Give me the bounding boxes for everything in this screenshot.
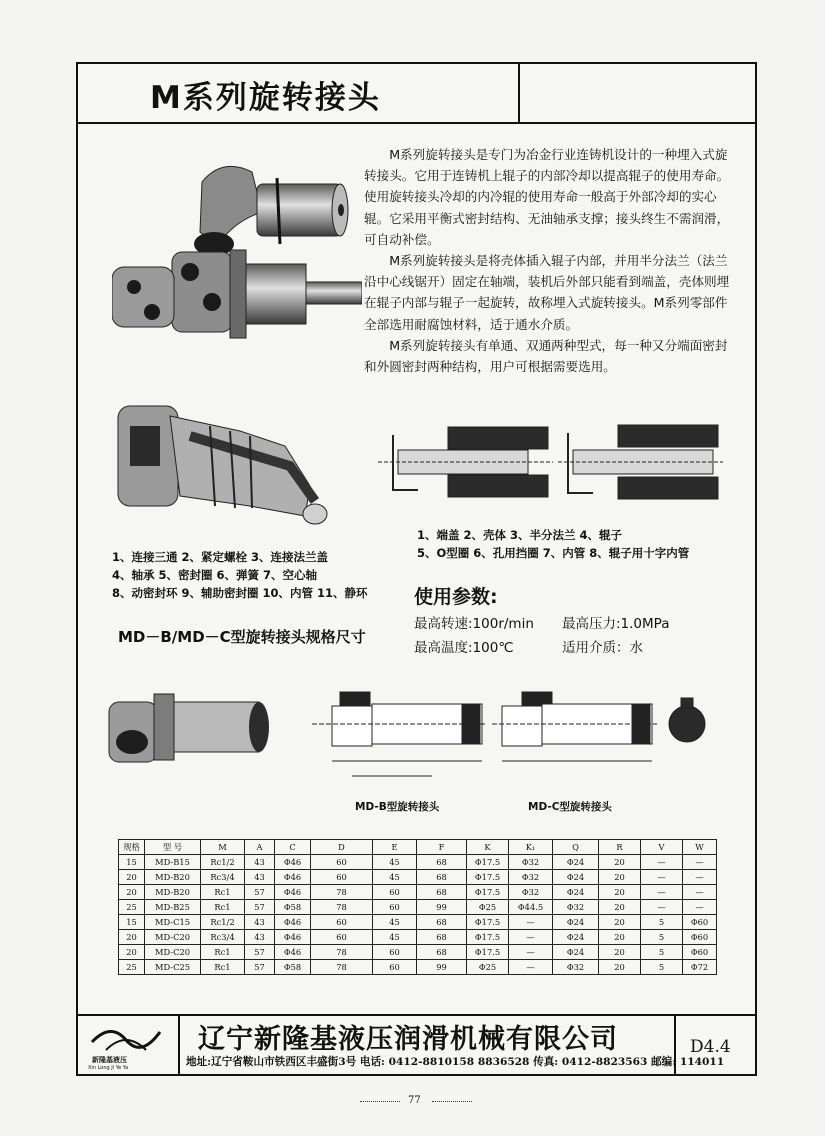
- table-cell: 78: [311, 960, 373, 975]
- table-cell: 68: [417, 930, 467, 945]
- table-cell: 60: [311, 870, 373, 885]
- table-cell: 25: [119, 900, 145, 915]
- table-cell: —: [641, 855, 683, 870]
- product-photo-top: [112, 152, 362, 352]
- col-header: 型 号: [145, 840, 201, 855]
- logo-text: 新隆基液压: [92, 1056, 127, 1064]
- table-cell: Φ17.5: [467, 915, 509, 930]
- table-cell: Φ60: [683, 915, 717, 930]
- header-divider: [76, 122, 757, 124]
- dotted-rule: [360, 1101, 400, 1102]
- table-cell: 5: [641, 915, 683, 930]
- right-parts-list: [417, 526, 689, 562]
- table-cell: 60: [373, 885, 417, 900]
- table-cell: 20: [599, 930, 641, 945]
- parts-line: 1、端盖 2、壳体 3、半分法兰 4、辊子: [417, 528, 623, 542]
- param-pressure: 最高压力:1.0MPa: [562, 616, 670, 632]
- table-cell: Φ17.5: [467, 885, 509, 900]
- parts-line: 5、O型圈 6、孔用挡圈 7、内管 8、辊子用十字内管: [417, 546, 690, 560]
- table-cell: 78: [311, 945, 373, 960]
- table-cell: —: [683, 855, 717, 870]
- page-number: 77: [408, 1095, 421, 1106]
- col-header: Q: [553, 840, 599, 855]
- col-header: F: [417, 840, 467, 855]
- col-header: R: [599, 840, 641, 855]
- header-separator: [518, 62, 520, 122]
- parts-line: 4、轴承 5、密封圈 6、弹簧 7、空心轴: [112, 568, 318, 582]
- table-cell: 20: [599, 855, 641, 870]
- table-cell: Rc1: [201, 960, 245, 975]
- param-medium: 适用介质：水: [562, 640, 643, 656]
- table-cell: Rc1: [201, 885, 245, 900]
- table-cell: 68: [417, 915, 467, 930]
- table-cell: 45: [373, 870, 417, 885]
- col-header: C: [275, 840, 311, 855]
- col-header: W: [683, 840, 717, 855]
- logo-text-en: Xin Long Ji Ye Ya: [88, 1065, 129, 1071]
- table-header-row: [119, 840, 717, 855]
- table-cell: Φ46: [275, 945, 311, 960]
- table-cell: MD-C20: [145, 945, 201, 960]
- table-cell: Φ25: [467, 960, 509, 975]
- table-cell: 45: [373, 930, 417, 945]
- col-header: M: [201, 840, 245, 855]
- table-row: [119, 870, 717, 885]
- table-cell: Φ17.5: [467, 855, 509, 870]
- table-cell: 43: [245, 930, 275, 945]
- table-cell: Φ72: [683, 960, 717, 975]
- table-cell: 43: [245, 870, 275, 885]
- col-header: K: [467, 840, 509, 855]
- table-row: [119, 915, 717, 930]
- table-cell: 57: [245, 885, 275, 900]
- table-cell: Rc3/4: [201, 870, 245, 885]
- table-cell: Rc1: [201, 900, 245, 915]
- table-cell: 99: [417, 900, 467, 915]
- param-speed: 最高转速:100r/min: [414, 616, 534, 632]
- table-cell: Φ60: [683, 945, 717, 960]
- table-row: [119, 945, 717, 960]
- params-title: 使用参数:: [414, 586, 498, 608]
- table-cell: 43: [245, 855, 275, 870]
- company-address: 地址:辽宁省鞍山市铁西区丰盛街3号 电话: 0412-8810158 8836528 传真: 0412-8823563 邮编: 114011: [186, 1056, 725, 1068]
- param-temp: 最高温度:100℃: [414, 640, 514, 656]
- table-cell: —: [683, 870, 717, 885]
- table-row: [119, 930, 717, 945]
- table-cell: 57: [245, 900, 275, 915]
- table-cell: 60: [373, 945, 417, 960]
- table-row: [119, 855, 717, 870]
- left-parts-list: [112, 548, 368, 602]
- table-cell: 60: [311, 930, 373, 945]
- table-cell: Φ32: [553, 900, 599, 915]
- table-cell: 68: [417, 945, 467, 960]
- table-cell: 20: [599, 915, 641, 930]
- table-cell: Rc1/2: [201, 855, 245, 870]
- table-cell: Φ58: [275, 960, 311, 975]
- table-cell: 5: [641, 945, 683, 960]
- table-cell: 20: [119, 870, 145, 885]
- col-header: D: [311, 840, 373, 855]
- col-header: K₁: [509, 840, 553, 855]
- intro-paragraph: M系列旋转接头是专门为冶金行业连铸机设计的一种埋入式旋转接头。它用于连铸机上辊子的内部冷却以提高辊子的使用寿命。使用旋转接头冷却的内冷辊的使用寿命一般高于外部冷却的实心辊。它采用平衡式密封结构、无油轴承支撑；接头终生不需润滑，可自动补偿。: [364, 147, 730, 247]
- table-cell: —: [509, 960, 553, 975]
- table-cell: Φ24: [553, 870, 599, 885]
- table-cell: 57: [245, 960, 275, 975]
- col-header: V: [641, 840, 683, 855]
- table-cell: Φ46: [275, 930, 311, 945]
- col-header: A: [245, 840, 275, 855]
- mdc-label: MD-C型旋转接头: [528, 801, 612, 813]
- table-cell: 20: [599, 900, 641, 915]
- table-cell: MD-B20: [145, 885, 201, 900]
- parts-line: 1、连接三通 2、紧定螺栓 3、连接法兰盖: [112, 550, 329, 564]
- table-cell: —: [509, 930, 553, 945]
- table-cell: Φ17.5: [467, 930, 509, 945]
- table-cell: Rc1: [201, 945, 245, 960]
- table-cell: Φ17.5: [467, 870, 509, 885]
- table-cell: Φ32: [553, 960, 599, 975]
- dotted-rule: [432, 1101, 472, 1102]
- section-drawings: [378, 395, 728, 505]
- table-cell: Φ46: [275, 855, 311, 870]
- table-cell: Φ44.5: [509, 900, 553, 915]
- company-logo: [86, 1020, 166, 1058]
- table-cell: 20: [599, 870, 641, 885]
- table-cell: —: [641, 885, 683, 900]
- table-cell: —: [509, 915, 553, 930]
- table-cell: 57: [245, 945, 275, 960]
- table-cell: Φ24: [553, 855, 599, 870]
- table-cell: 15: [119, 915, 145, 930]
- intro-paragraph: M系列旋转接头有单通、双通两种型式，每一种又分端面密封和外圆密封两种结构，用户可根据需要选用。: [364, 337, 728, 375]
- intro-text: [364, 144, 732, 377]
- table-cell: Rc3/4: [201, 930, 245, 945]
- company-name: 辽宁新隆基液压润滑机械有限公司: [198, 1024, 618, 1055]
- table-cell: Φ60: [683, 930, 717, 945]
- table-cell: 15: [119, 855, 145, 870]
- table-cell: MD-B15: [145, 855, 201, 870]
- table-row: [119, 960, 717, 975]
- table-cell: 99: [417, 960, 467, 975]
- table-cell: 68: [417, 870, 467, 885]
- table-cell: Φ46: [275, 915, 311, 930]
- table-cell: Φ46: [275, 870, 311, 885]
- cutaway-photo: [110, 376, 335, 536]
- table-cell: 78: [311, 885, 373, 900]
- table-cell: Φ24: [553, 885, 599, 900]
- table-cell: 60: [311, 855, 373, 870]
- table-cell: MD-B25: [145, 900, 201, 915]
- table-cell: MD-C25: [145, 960, 201, 975]
- table-cell: 68: [417, 855, 467, 870]
- parts-line: 8、动密封环 9、辅助密封圈 10、内管 11、静环: [112, 586, 368, 600]
- table-cell: 25: [119, 960, 145, 975]
- table-cell: Φ58: [275, 900, 311, 915]
- table-cell: 60: [373, 960, 417, 975]
- table-cell: 60: [311, 915, 373, 930]
- intro-paragraph: M系列旋转接头是将壳体插入辊子内部，并用半分法兰（法兰沿中心线锯开）固定在轴端，装机后外部只能看到端盖，壳体则埋在辊子内部与辊子一起旋转，故称埋入式旋转接头。M系列零部件全部选用耐腐蚀材料，适于通水介质。: [364, 253, 730, 332]
- table-cell: 78: [311, 900, 373, 915]
- table-cell: 60: [373, 900, 417, 915]
- table-cell: Φ32: [509, 870, 553, 885]
- table-cell: Φ25: [467, 900, 509, 915]
- table-cell: —: [683, 900, 717, 915]
- mdb-label: MD-B型旋转接头: [355, 801, 440, 813]
- table-cell: 20: [119, 945, 145, 960]
- table-row: [119, 900, 717, 915]
- table-cell: Φ46: [275, 885, 311, 900]
- table-cell: Φ32: [509, 855, 553, 870]
- table-cell: MD-B20: [145, 870, 201, 885]
- table-cell: Φ32: [509, 885, 553, 900]
- table-cell: Φ17.5: [467, 945, 509, 960]
- col-header: 规格: [119, 840, 145, 855]
- table-cell: 45: [373, 915, 417, 930]
- table-cell: MD-C20: [145, 930, 201, 945]
- footer-separator: [178, 1014, 180, 1076]
- table-cell: MD-C15: [145, 915, 201, 930]
- table-cell: 43: [245, 915, 275, 930]
- table-cell: 20: [599, 960, 641, 975]
- table-cell: Φ24: [553, 930, 599, 945]
- table-cell: —: [683, 885, 717, 900]
- table-cell: —: [509, 945, 553, 960]
- table-cell: —: [641, 900, 683, 915]
- spec-table: [118, 839, 717, 975]
- table-cell: Φ24: [553, 945, 599, 960]
- table-cell: 68: [417, 885, 467, 900]
- table-cell: —: [641, 870, 683, 885]
- page-code: D4.4: [690, 1037, 731, 1057]
- table-cell: Φ24: [553, 915, 599, 930]
- table-cell: 20: [119, 885, 145, 900]
- table-cell: 5: [641, 960, 683, 975]
- table-cell: Rc1/2: [201, 915, 245, 930]
- table-cell: 20: [599, 885, 641, 900]
- page-title: M系列旋转接头: [150, 80, 381, 116]
- md-technical-drawings: [312, 686, 722, 796]
- table-row: [119, 885, 717, 900]
- table-cell: 20: [599, 945, 641, 960]
- table-cell: 5: [641, 930, 683, 945]
- table-cell: 45: [373, 855, 417, 870]
- col-header: E: [373, 840, 417, 855]
- spec-title: MD－B/MD－C型旋转接头规格尺寸: [118, 628, 366, 646]
- table-cell: 20: [119, 930, 145, 945]
- md-photo: [104, 682, 274, 772]
